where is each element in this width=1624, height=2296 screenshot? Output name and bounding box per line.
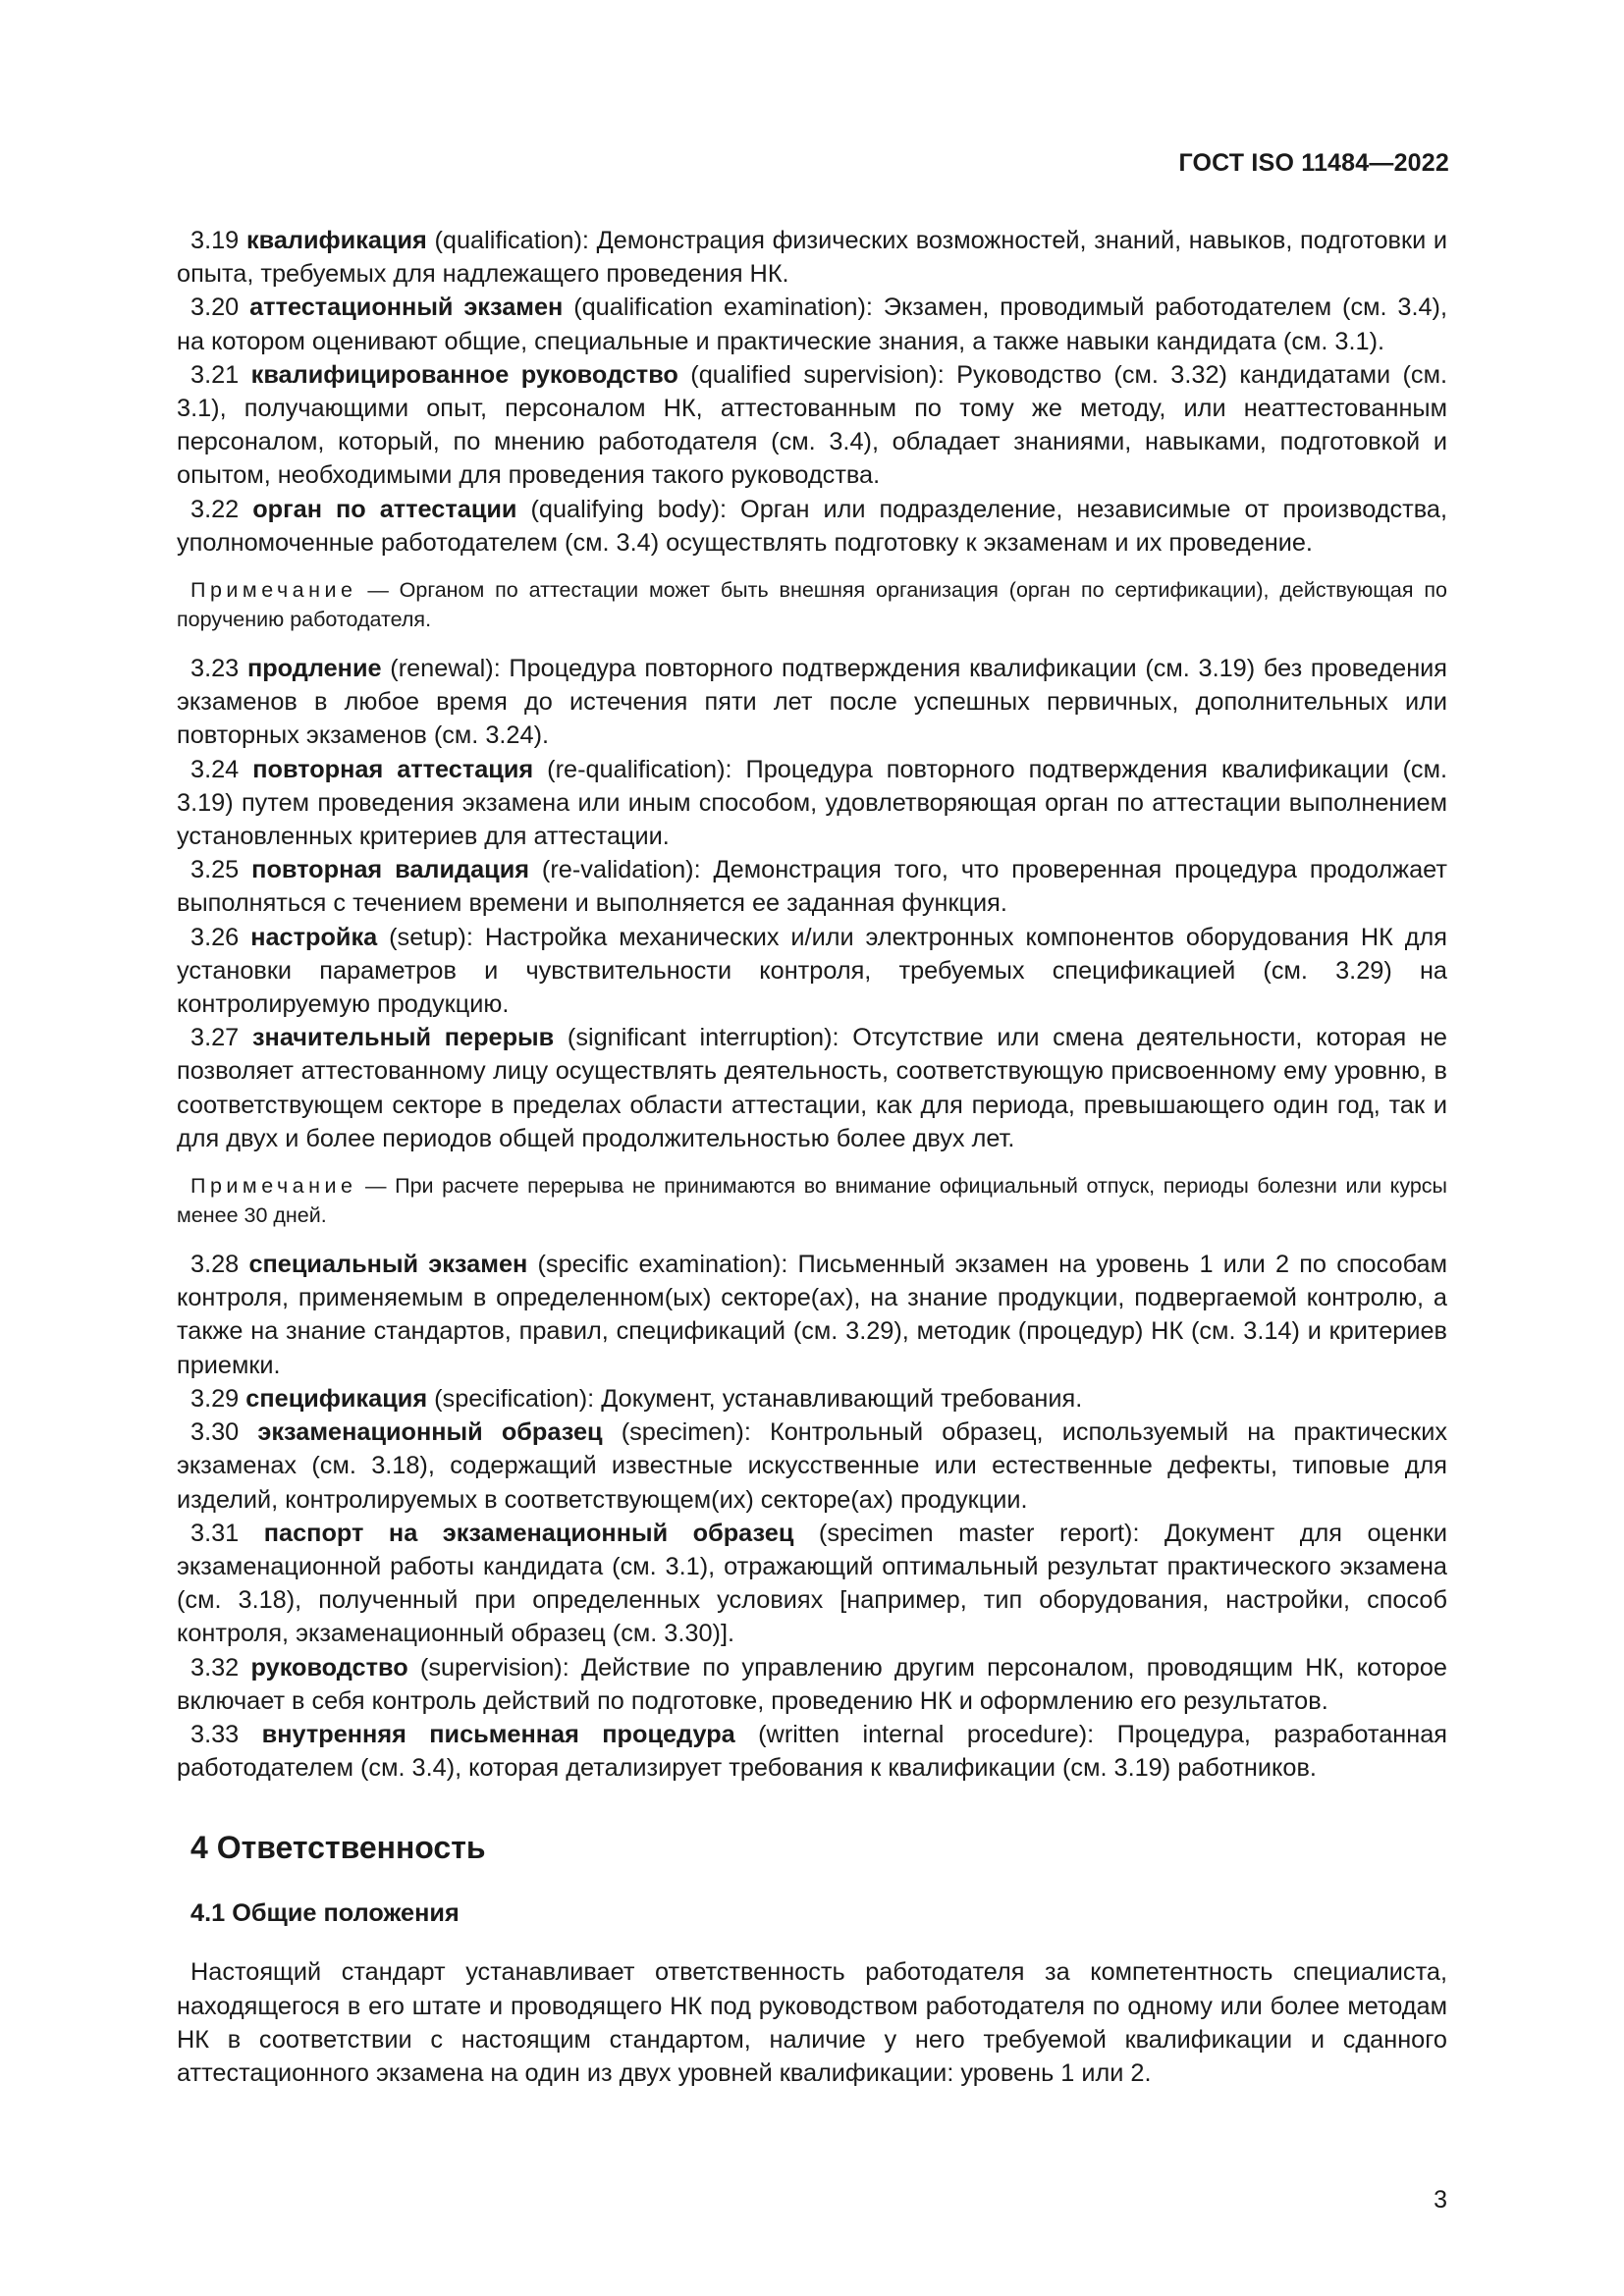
term-title: квалификация <box>245 227 427 254</box>
term-3-26: 3.26 настройка (setup): Настройка механических и/или электронных компонентов оборудования НК для установки параметров и чувствительности контроля, требуемых спецификацией (см. 3.29) на контролируемую продукцию. <box>177 923 1447 1019</box>
term-3-29: 3.29 спецификация (specification): Документ, устанавливающий требования. <box>190 1384 1083 1413</box>
section-title: 4 Ответственность <box>190 1830 486 1866</box>
term-title: внутренняя письменная процедура <box>261 1720 735 1748</box>
note-label: Примечание <box>190 578 357 603</box>
term-3-27: 3.27 значительный перерыв (significant interruption): Отсутствие или смена деятельности, которая не позволяет аттестованному лицу осуществлять деятельность, соответствующую присвоенному ему уровню, в соответствующем секторе в пределах области аттестации, как для периода, превышающего один год, так и для двух и более периодов общей продолжительностью более двух лет. <box>177 1024 1447 1152</box>
term-3-31: 3.31 паспорт на экзаменационный образец (specimen master report): Документ для оценки экзаменационной работы кандидата (см. 3.1), отражающий оптимальный результат практического экзамена (см. 3.18), полученный при определенных условиях [например, тип оборудования, настройки, способ контроля, экзаменационный образец (см. 3.30)]. <box>177 1519 1447 1648</box>
subsection-title: 4.1 Общие положения <box>190 1899 460 1928</box>
page-number: 3 <box>1434 2186 1447 2214</box>
term-3-19: 3.19 квалификация (qualification): Демонстрация физических возможностей, знаний, навыков, подготовки и опыта, требуемых для надлежащего проведения НК. <box>177 227 1447 289</box>
section-paragraph: Настоящий стандарт устанавливает ответственность работодателя за компетентность специалиста, находящегося в его штате и проводящего НК под руководством работодателя по одному или более методам НК в соответствии с настоящим стандартом, наличие у него требуемой квалификации и сданного аттестационного экзамена на один из двух уровней квалификации: уровень 1 или 2. <box>177 1958 1447 2087</box>
term-title: повторная валидация <box>251 856 530 884</box>
term-title: аттестационный экзамен <box>249 294 564 322</box>
note-1: Примечание — Органом по аттестации может быть внешняя организация (орган по сертификации), действующая по поручению работодателя. <box>177 578 1447 632</box>
document-header: ГОСТ ISO 11484—2022 <box>1178 149 1449 177</box>
term-title: повторная аттестация <box>252 755 534 783</box>
term-title: экзаменационный образец <box>257 1418 603 1447</box>
term-title: орган по аттестации <box>252 495 517 523</box>
term-title: паспорт на экзаменационный образец <box>263 1519 794 1547</box>
term-title: специальный экзамен <box>248 1251 528 1279</box>
term-3-32: 3.32 руководство (supervision): Действие по управлению другим персоналом, проводящим НК, которое включает в себя контроль действий по подготовке, проведению НК и оформлению его результатов. <box>177 1653 1447 1715</box>
term-title: значительный перерыв <box>251 1024 555 1052</box>
term-title: спецификация <box>245 1384 428 1413</box>
term-title: квалифицированное руководство <box>250 360 678 389</box>
term-title: продление <box>246 655 382 683</box>
term-3-22: 3.22 орган по аттестации (qualifying body): Орган или подразделение, независимые от производства, уполномоченные работодателем (см. 3.4) осуществлять подготовку к экзаменам и их проведение. <box>177 495 1447 557</box>
term-3-28: 3.28 специальный экзамен (specific examination): Письменный экзамен на уровень 1 или 2 по способам контроля, применяемым в определенном(ых) секторе(ах), на знание продукции, подвергаемой контролю, а также на знание стандартов, правил, спецификаций (см. 3.29), методик (процедур) НК (см. 3.14) и критериев приемки. <box>177 1251 1447 1379</box>
term-3-30: 3.30 экзаменационный образец (specimen): Контрольный образец, используемый на практических экзаменах (см. 3.18), содержащий известные искусственные или естественные дефекты, типовые для изделий, контролируемых в соответствующем(их) секторе(ах) продукции. <box>177 1418 1448 1514</box>
document-body <box>177 224 1447 2090</box>
term-3-24: 3.24 повторная аттестация (re-qualification): Процедура повторного подтверждения квалификации (см. 3.19) путем проведения экзамена или иным способом, удовлетворяющая орган по аттестации выполнением установленных критериев для аттестации. <box>177 755 1447 851</box>
term-3-20: 3.20 аттестационный экзамен (qualification examination): Экзамен, проводимый работодателем (см. 3.4), на котором оценивают общие, специальные и практические знания, а также навыки кандидата (см. 3.1). <box>177 294 1447 355</box>
term-3-23: 3.23 продление (renewal): Процедура повторного подтверждения квалификации (см. 3.19) без проведения экзаменов в любое время до истечения пяти лет после успешных первичных, дополнительных или повторных экзаменов (см. 3.24). <box>177 655 1448 750</box>
term-title: руководство <box>250 1653 408 1682</box>
term-title: настройка <box>250 923 378 951</box>
term-3-21: 3.21 квалифицированное руководство (qualified supervision): Руководство (см. 3.32) кандидатами (см. 3.1), получающими опыт, персоналом НК, аттестованным по тому же методу, или неаттестованным персоналом, который, по мнению работодателя (см. 3.4), обладает знаниями, навыками, подготовкой и опытом, необходимыми для проведения такого руководства. <box>177 360 1448 490</box>
note-label: Примечание <box>190 1174 357 1199</box>
term-3-25: 3.25 повторная валидация (re-validation): Демонстрация того, что проверенная процедура продолжает выполняться с течением времени и выполняется ее заданная функция. <box>177 856 1447 918</box>
note-2: Примечание — При расчете перерыва не принимаются во внимание официальный отпуск, периоды болезни или курсы менее 30 дней. <box>177 1174 1447 1228</box>
term-3-33: 3.33 внутренняя письменная процедура (written internal procedure): Процедура, разработанная работодателем (см. 3.4), которая детализирует требования к квалификации (см. 3.19) работников. <box>177 1720 1447 1783</box>
